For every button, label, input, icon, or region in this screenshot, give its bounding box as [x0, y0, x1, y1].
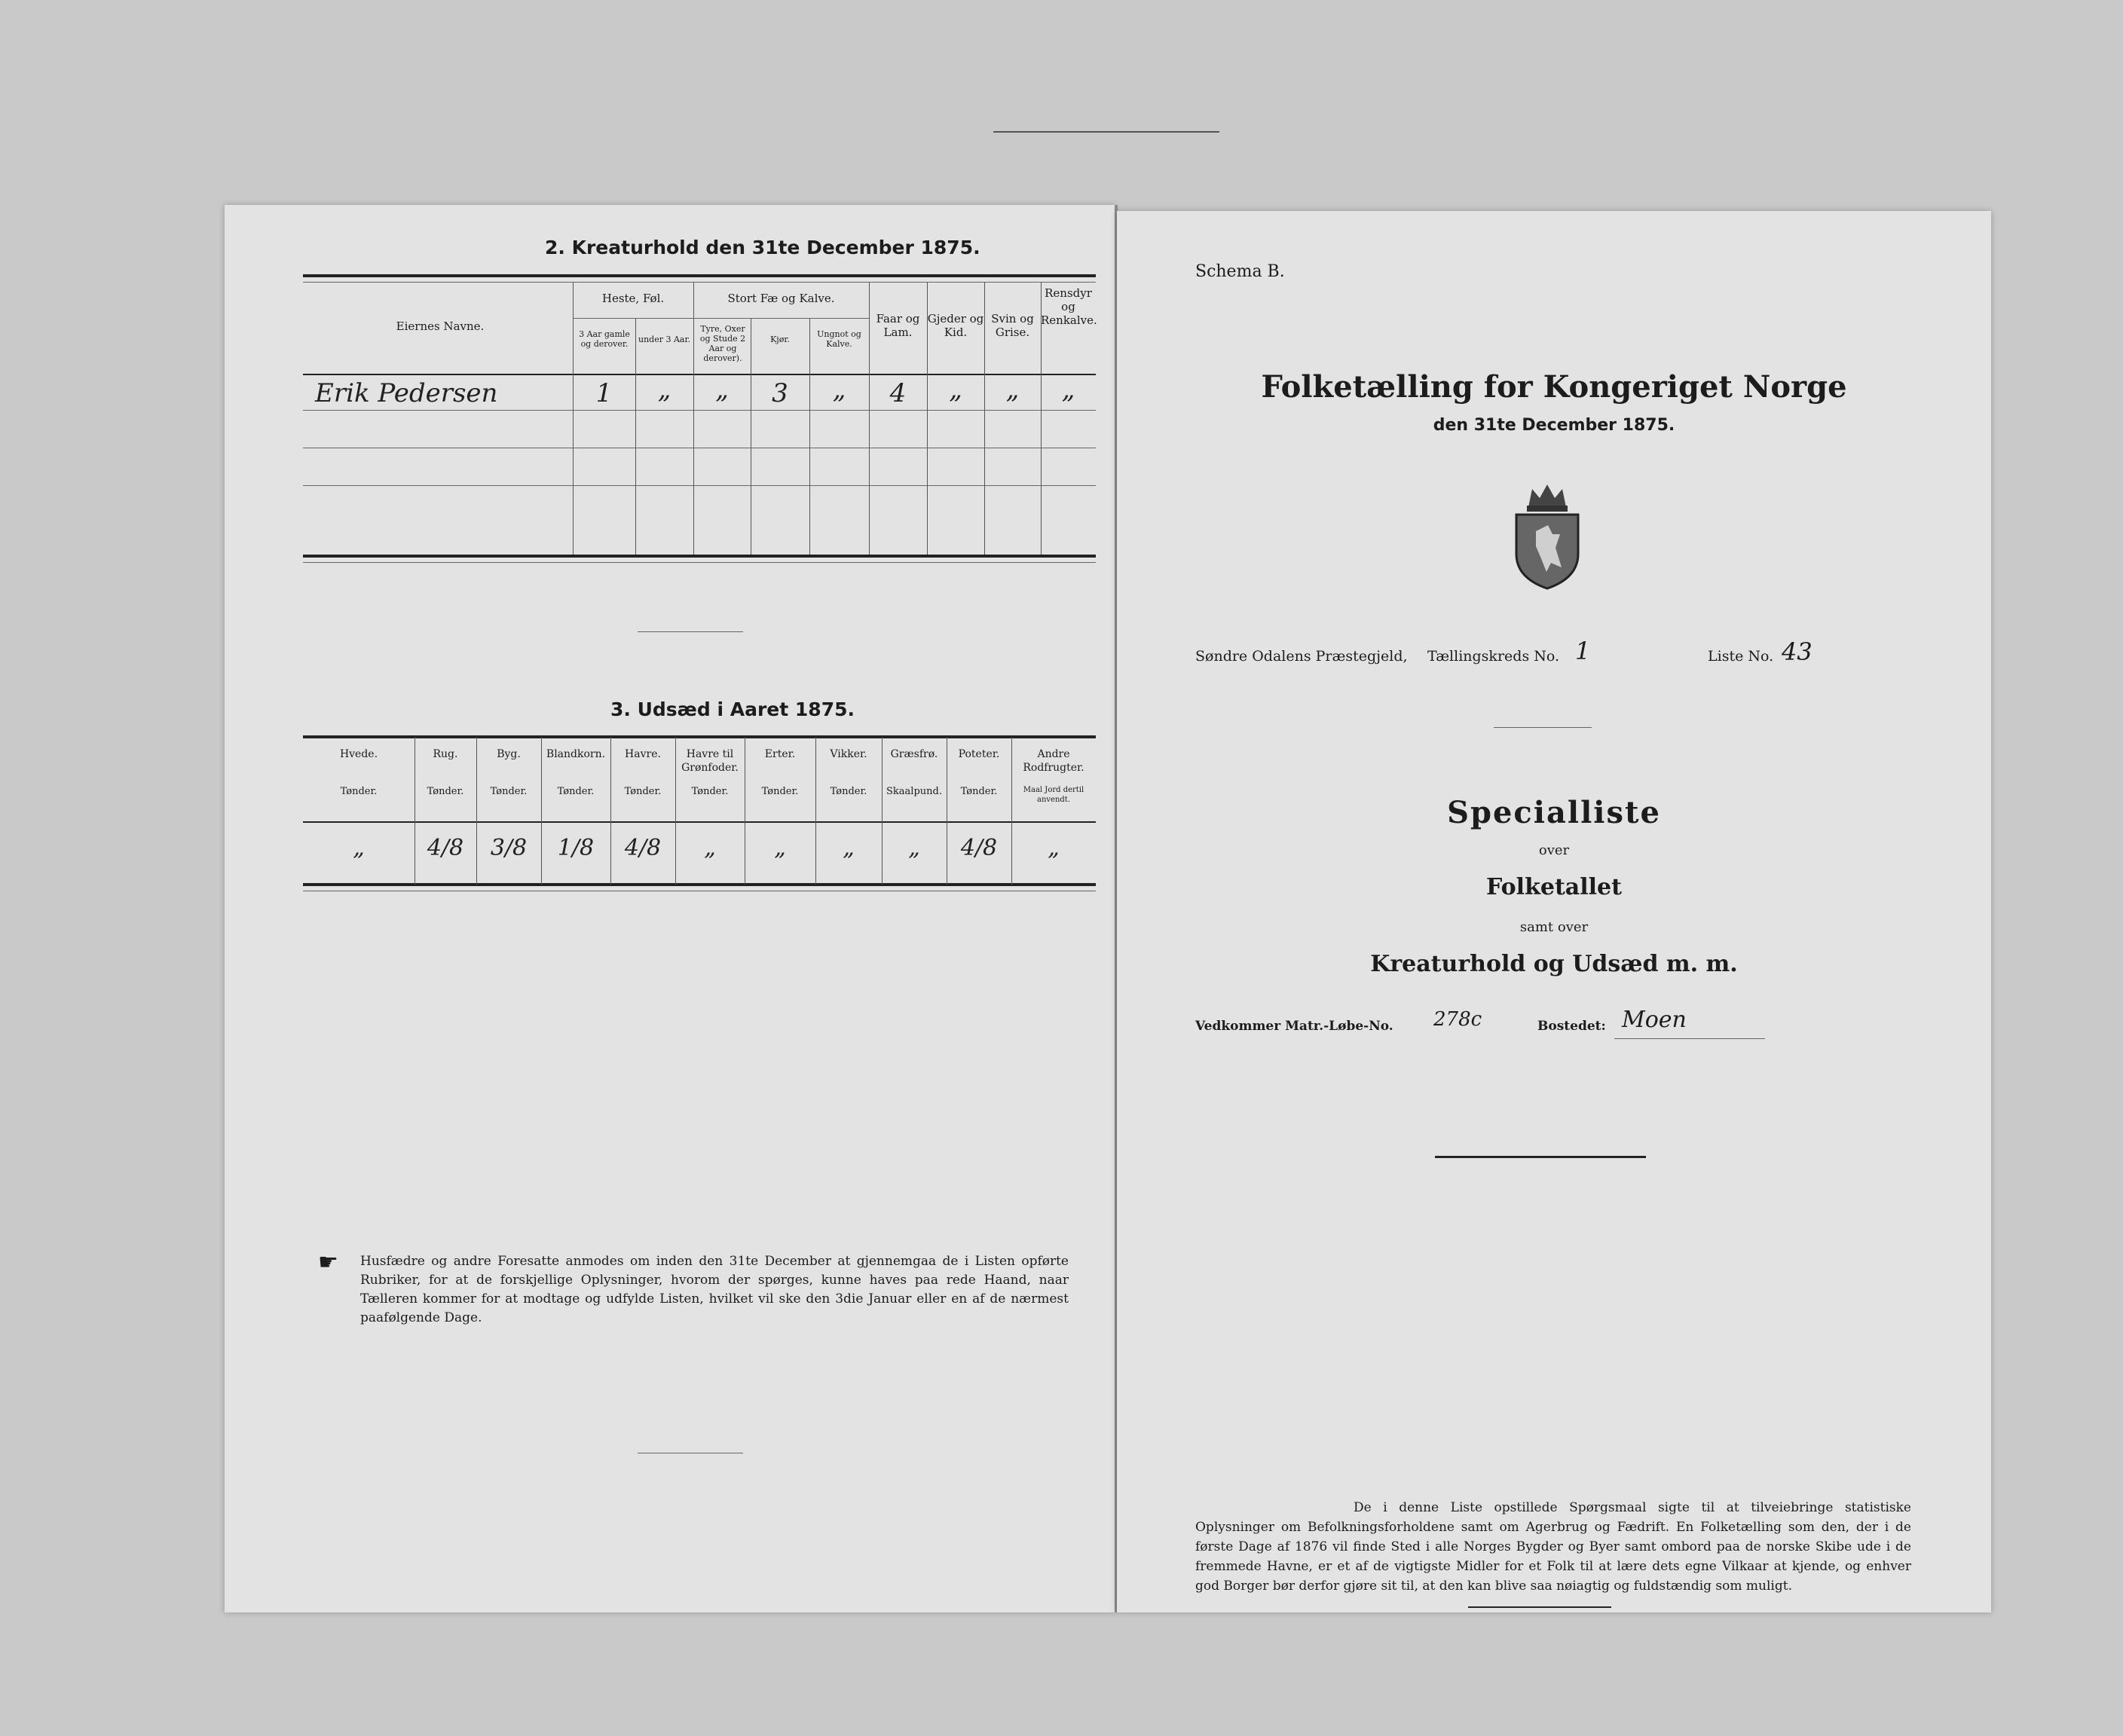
- table3-header-7: Erter.: [764, 748, 796, 760]
- district-label: Tællingskreds No.: [1427, 648, 1559, 665]
- census-date: den 31te December 1875.: [1433, 416, 1675, 435]
- table3-header-2: Rug.: [433, 748, 458, 760]
- table3-cell-9: „: [908, 835, 920, 861]
- table3-header-10: Poteter.: [958, 748, 1000, 760]
- section2-title: 2. Kreaturhold den 31te December 1875.: [545, 237, 980, 258]
- right-mid-rule: [1435, 1156, 1646, 1158]
- header-stort-kjor: Kjør.: [770, 335, 790, 344]
- table3-unit-9: Skaalpund.: [886, 786, 942, 797]
- header-stort-oxen: Tyre, Oxer og Stude 2 Aar og derover).: [699, 324, 746, 363]
- table3-cell-1: „: [353, 835, 365, 861]
- table3-unit-11: Maal Jord dertil anvendt.: [1023, 786, 1084, 804]
- table3-unit-5: Tønder.: [624, 786, 662, 797]
- header-stort-ungnot: Ungnot og Kalve.: [817, 329, 861, 349]
- cell-heste-young: „: [657, 374, 671, 405]
- table3-unit-1: Tønder.: [340, 786, 378, 797]
- table3-header-9: Græsfrø.: [890, 748, 938, 760]
- table3-cell-11: „: [1048, 835, 1060, 861]
- cell-heste-old: 1: [595, 378, 613, 408]
- district-value: 1: [1575, 637, 1591, 665]
- over-text: over: [1538, 842, 1570, 858]
- table3-header-1: Hvede.: [339, 748, 378, 760]
- specialliste-title: Specialliste: [1447, 795, 1661, 830]
- table3-cell-2: 4/8: [427, 835, 464, 861]
- header-gjeder: Gjeder og Kid.: [927, 312, 984, 339]
- table3-cell-7: „: [774, 835, 786, 861]
- header-rensdyr: Rensdyr og Renkalve.: [1041, 286, 1097, 327]
- cell-faar: 4: [889, 378, 907, 408]
- table3-header-4: Blandkorn.: [546, 748, 606, 760]
- parish-label: Søndre Odalens Præstegjeld,: [1195, 648, 1408, 665]
- owner-name: Erik Pedersen: [315, 378, 498, 408]
- table3-cell-5: 4/8: [624, 835, 662, 861]
- header-svin: Svin og Grise.: [991, 312, 1034, 339]
- table2-top-rule2: [303, 282, 1096, 283]
- header-faar: Faar og Lam.: [876, 312, 920, 339]
- cell-svin: „: [1005, 374, 1020, 405]
- table2-bottom-rule: [303, 555, 1096, 558]
- list-value: 43: [1782, 637, 1813, 666]
- table3-cell-3: 3/8: [490, 835, 528, 861]
- samt-over-text: samt over: [1519, 919, 1589, 935]
- separator-rule: [638, 631, 743, 632]
- schema-label: Schema B.: [1195, 262, 1285, 281]
- table3-unit-10: Tønder.: [960, 786, 998, 797]
- bosted-label: Bostedet:: [1537, 1019, 1606, 1034]
- matr-value: 278c: [1433, 1008, 1482, 1031]
- notice-text: Husfædre og andre Foresatte anmodes om inden den 31te December at gjennemgaa de i Listen opførte Rubriker, for at de forskjellige Oplysninger, hvorom der spørges, kunne haves paa rede Haand, naar Tælleren kommer for at modtage og udfylde Listen, hvilket vil ske den 3die Januar eller en af de nærmest paafølgende Dage.: [360, 1254, 1069, 1325]
- table3-unit-2: Tønder.: [427, 786, 464, 797]
- cell-rensdyr: „: [1061, 374, 1075, 405]
- table3-unit-3: Tønder.: [490, 786, 528, 797]
- table2-col-line: [635, 318, 636, 555]
- table3-header-3: Byg.: [497, 748, 521, 760]
- header-owner: Eiernes Navne.: [396, 319, 485, 333]
- table3-cell-4: 1/8: [557, 835, 595, 861]
- table2-row-rule: [303, 410, 1096, 411]
- right-page: [1117, 211, 1991, 1612]
- top-edge-rule: [993, 131, 1219, 133]
- table3-unit-6: Tønder.: [691, 786, 729, 797]
- cell-gjeder: „: [949, 374, 962, 405]
- table3-unit-7: Tønder.: [761, 786, 799, 797]
- table3-unit-8: Tønder.: [830, 786, 867, 797]
- header-stort-fae: Stort Fæ og Kalve.: [727, 292, 835, 305]
- cell-stort-kjor: 3: [772, 378, 788, 408]
- list-label: Liste No.: [1708, 648, 1774, 665]
- table2-subheader-rule: [573, 318, 869, 319]
- table3-unit-4: Tønder.: [557, 786, 595, 797]
- header-heste-young: under 3 Aar.: [638, 335, 691, 344]
- table3-bottom-rule: [303, 883, 1096, 886]
- kreaturhold-text: Kreaturhold og Udsæd m. m.: [1370, 951, 1738, 977]
- table2-bottom-rule2: [303, 562, 1096, 563]
- table3-cell-6: „: [704, 835, 716, 861]
- table3-top-rule: [303, 735, 1096, 738]
- footer-rule: [1468, 1606, 1611, 1608]
- right-separator-rule: [1494, 727, 1592, 728]
- main-title: Folketælling for Kongeriget Norge: [1261, 369, 1847, 405]
- table2-row-rule: [303, 485, 1096, 486]
- bosted-underline: [1614, 1038, 1765, 1039]
- table2-top-rule: [303, 274, 1096, 277]
- cell-stort-oxen: „: [715, 374, 729, 405]
- table3-cell-8: „: [843, 835, 855, 861]
- table2-col-line: [573, 282, 574, 555]
- section3-title: 3. Udsæd i Aaret 1875.: [610, 698, 855, 720]
- table2-col-line: [693, 282, 694, 555]
- table3-header-rule: [303, 821, 1096, 823]
- footer-text: De i denne Liste opstillede Spørgsmaal sigte til at tilveiebringe statistiske Oplysninger om Befolkningsforholdene samt om Agerbrug og Fædrift. En Folketælling som den, der i de første Dage af 1876 vil finde Sted i alle Norges Bygder og Byer samt ombord paa de norske Skibe ude i de fremmede Havne, er et af de vigtigste Midler for et Folk til at lære dets egne Vilkaar at kjende, og enhver god Borger bør derfor gjøre sit til, at den kan blive saa nøiagtig og fuldstændig som muligt.: [1195, 1500, 1911, 1594]
- pointing-hand-icon: ☛: [318, 1249, 338, 1276]
- table3-cell-10: 4/8: [960, 835, 998, 861]
- matr-label: Vedkommer Matr.-Løbe-No.: [1195, 1019, 1393, 1034]
- cell-stort-ungnot: „: [832, 374, 846, 405]
- table3-header-6: Havre til Grønfoder.: [681, 748, 739, 774]
- header-heste: Heste, Føl.: [601, 292, 665, 305]
- bosted-value: Moen: [1622, 1007, 1687, 1033]
- header-heste-old: 3 Aar gamle og derover.: [579, 329, 630, 349]
- table3-header-8: Vikker.: [830, 748, 867, 760]
- folketallet-text: Folketallet: [1486, 874, 1622, 900]
- table3-header-11: Andre Rodfrugter.: [1023, 748, 1084, 774]
- coat-of-arms-icon: [1506, 478, 1589, 591]
- table3-header-5: Havre.: [625, 748, 661, 760]
- left-page: [225, 205, 1115, 1612]
- table2-col-line: [809, 318, 810, 555]
